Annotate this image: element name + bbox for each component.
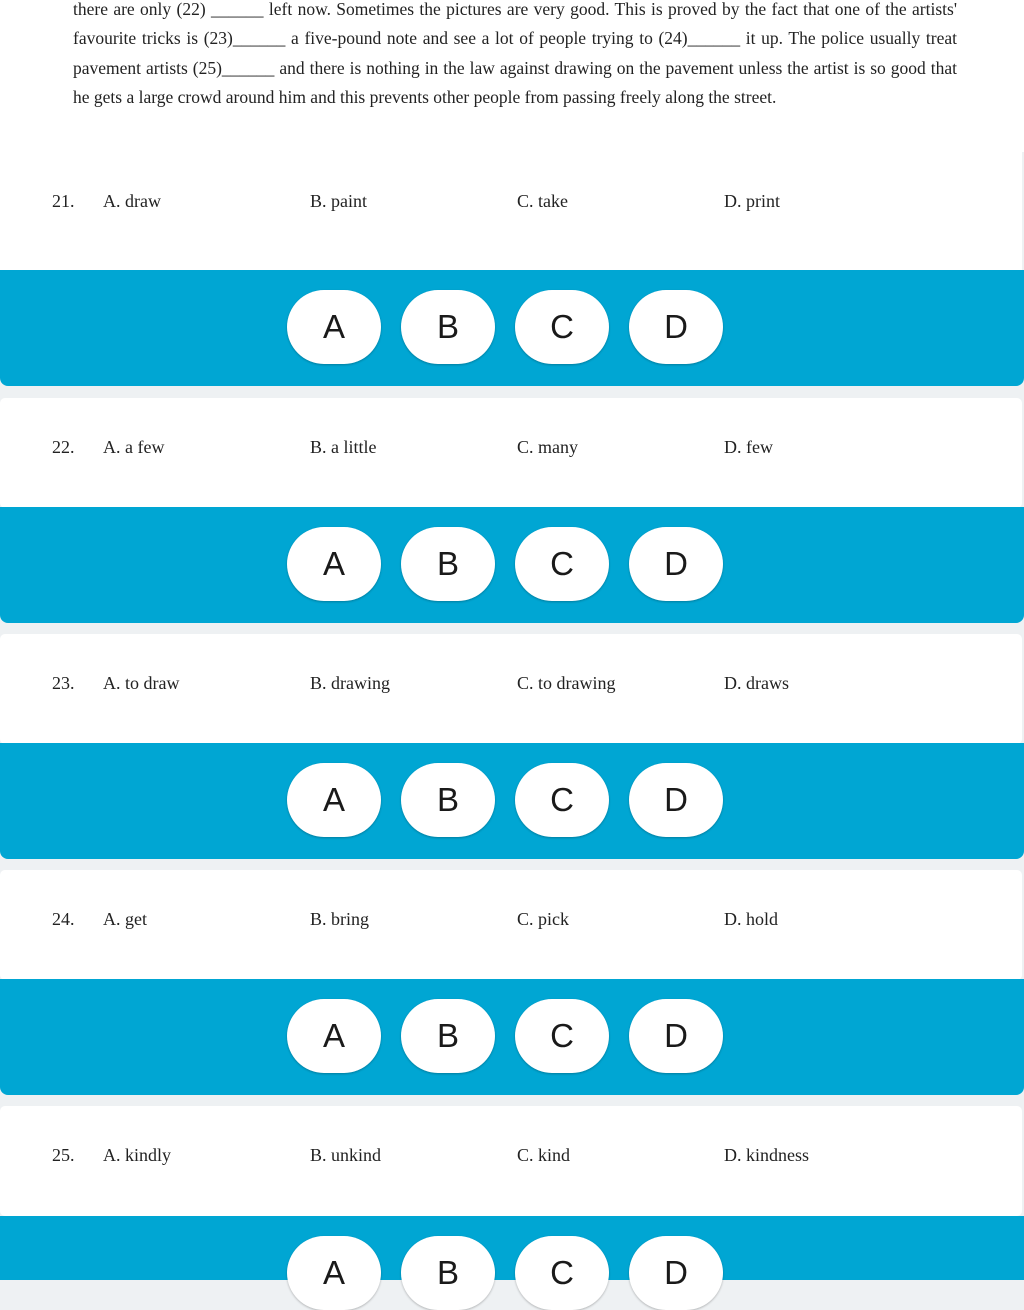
question-number: 21. (52, 191, 75, 211)
question-number: 22. (52, 437, 75, 457)
answer-button-a[interactable]: A (287, 527, 381, 601)
answer-button-c[interactable]: C (515, 527, 609, 601)
reading-passage-card (0, 0, 1024, 152)
answer-button-a[interactable]: A (287, 999, 381, 1073)
question-card (0, 152, 1022, 270)
question-option-d: D. draws (724, 673, 789, 693)
answer-button-d[interactable]: D (629, 999, 723, 1073)
question-option-b: B. paint (310, 191, 367, 211)
question-option-b: B. bring (310, 909, 370, 929)
question-option-b: B. drawing (310, 673, 390, 693)
answer-button-d[interactable]: D (629, 290, 723, 364)
answer-button-d[interactable]: D (629, 527, 723, 601)
answer-button-c[interactable]: C (515, 1236, 609, 1310)
answer-button-d[interactable]: D (629, 763, 723, 837)
question-option-a: A. get (103, 909, 147, 929)
question-option-c: C. many (517, 437, 578, 457)
answer-button-a[interactable]: A (287, 1236, 381, 1310)
question-option-c: C. kind (517, 1145, 571, 1165)
answer-bar (0, 743, 1024, 859)
answer-button-c[interactable]: C (515, 999, 609, 1073)
answer-button-a[interactable]: A (287, 290, 381, 364)
answer-button-b[interactable]: B (401, 763, 495, 837)
question-number: 24. (52, 909, 75, 929)
question-option-a: A. to draw (103, 673, 180, 693)
question-number: 25. (52, 1145, 75, 1165)
answer-bar (0, 979, 1024, 1095)
question-card (0, 870, 1022, 980)
question-option-d: D. print (724, 191, 780, 211)
question-option-d: D. few (724, 437, 773, 457)
question-option-a: A. draw (103, 191, 161, 211)
question-card (0, 1106, 1022, 1216)
question-card (0, 634, 1022, 744)
answer-button-c[interactable]: C (515, 290, 609, 364)
question-option-b: B. unkind (310, 1145, 382, 1165)
question-option-d: D. kindness (724, 1145, 809, 1165)
answer-button-b[interactable]: B (401, 1236, 495, 1310)
answer-bar (0, 1216, 1024, 1291)
question-option-c: C. take (517, 191, 568, 211)
answer-bar (0, 270, 1024, 386)
answer-bar (0, 507, 1024, 623)
question-option-b: B. a little (310, 437, 377, 457)
answer-button-b[interactable]: B (401, 290, 495, 364)
answer-button-b[interactable]: B (401, 527, 495, 601)
answer-button-d[interactable]: D (629, 1236, 723, 1310)
question-option-a: A. a few (103, 437, 165, 457)
question-option-d: D. hold (724, 909, 778, 929)
question-option-c: C. pick (517, 909, 569, 929)
answer-button-a[interactable]: A (287, 763, 381, 837)
answer-button-c[interactable]: C (515, 763, 609, 837)
question-option-a: A. kindly (103, 1145, 172, 1165)
question-number: 23. (52, 673, 75, 693)
answer-button-b[interactable]: B (401, 999, 495, 1073)
question-option-c: C. to drawing (517, 673, 616, 693)
question-card (0, 398, 1022, 508)
reading-passage: there are only (22) ______ left now. Sometimes the pictures are very good. This is proved by the fact that one of the artists' favourite tricks is (23)______ a five-pound note and see a lot of people trying to (24)______ it up. The police usually treat pavement artists (25)______ and there is nothing in the law against drawing on the pavement unless the artist is so good that he gets a large crowd around him and this prevents other people from passing freely along the street. (73, 0, 957, 108)
